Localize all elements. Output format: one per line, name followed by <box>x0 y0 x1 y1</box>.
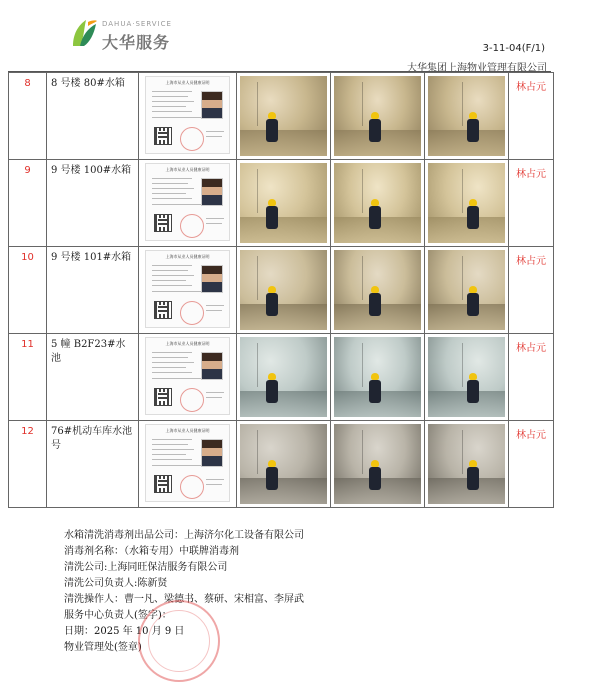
cleaning-operators: 清洗操作人：曹一凡、梁德书、蔡研、宋相富、李屏武 <box>64 594 304 605</box>
row-number: 8 <box>9 73 47 160</box>
cleaning-photo <box>425 421 509 508</box>
company-name: 大华集团上海物业管理有限公司 <box>407 63 547 74</box>
photo-image <box>240 76 327 156</box>
logo-chinese-text: 大华服务 <box>102 33 171 52</box>
certificate-title: 上海市从业人员健康证明 <box>165 254 210 259</box>
tank-location: 9 号楼 100#水箱 <box>47 160 139 247</box>
date: 日期：2025 年 10 月 9 日 <box>64 626 185 637</box>
certificate-card <box>145 424 230 502</box>
table-row <box>9 73 554 160</box>
photo-image <box>240 250 327 330</box>
supervisor-signature: 林占元 <box>509 73 554 160</box>
supervisor-signature: 林占元 <box>509 334 554 421</box>
worker-figure <box>467 286 479 316</box>
tank-location: 9 号楼 101#水箱 <box>47 247 139 334</box>
certificate-card <box>145 163 230 241</box>
cleaning-photo <box>425 247 509 334</box>
tank-location: 76#机动车库水池号 <box>47 421 139 508</box>
leaf-logo-icon <box>70 18 98 48</box>
photo-image <box>240 163 327 243</box>
worker-figure <box>467 460 479 490</box>
worker-figure <box>369 199 381 229</box>
qr-code-icon <box>154 388 172 406</box>
row-number: 9 <box>9 160 47 247</box>
table-row <box>9 160 554 247</box>
official-seal-stamp <box>138 600 220 682</box>
worker-figure <box>467 373 479 403</box>
health-certificate-image <box>139 160 237 247</box>
tank-location: 5 幢 B2F23#水池 <box>47 334 139 421</box>
worker-figure <box>369 460 381 490</box>
worker-figure <box>467 112 479 142</box>
table-row <box>9 421 554 508</box>
document-number: 3-11-04(F/1) <box>482 43 545 54</box>
supervisor-signature: 林占元 <box>509 160 554 247</box>
certificate-seal <box>180 127 204 151</box>
cleaning-photo <box>237 421 331 508</box>
disinfectant-name: 消毒剂名称：（水箱专用）中联牌消毒剂 <box>64 546 239 557</box>
cleaning-photo <box>237 160 331 247</box>
cleaning-photo <box>425 334 509 421</box>
qr-code-icon <box>154 301 172 319</box>
certificate-seal <box>180 388 204 412</box>
photo-image <box>334 424 421 504</box>
certificate-title: 上海市从业人员健康证明 <box>165 80 210 85</box>
certificate-seal <box>180 475 204 499</box>
cleaning-photo <box>425 160 509 247</box>
service-center-signature: 服务中心负责人(签字)： <box>64 610 172 621</box>
worker-figure <box>266 112 278 142</box>
photo-image <box>428 163 505 243</box>
row-number: 12 <box>9 421 47 508</box>
certificate-title: 上海市从业人员健康证明 <box>165 341 210 346</box>
certificate-seal <box>180 301 204 325</box>
worker-figure <box>369 112 381 142</box>
worker-figure <box>266 460 278 490</box>
table-row <box>9 247 554 334</box>
photo-image <box>240 337 327 417</box>
cleaning-photo <box>237 334 331 421</box>
qr-code-icon <box>154 214 172 232</box>
worker-figure <box>467 199 479 229</box>
portrait-photo <box>201 265 223 293</box>
supervisor-signature: 林占元 <box>509 421 554 508</box>
photo-image <box>334 76 421 156</box>
tank-location: 8 号楼 80#水箱 <box>47 73 139 160</box>
certificate-card <box>145 337 230 415</box>
photo-image <box>334 250 421 330</box>
row-number: 11 <box>9 334 47 421</box>
cleaning-photo <box>331 160 425 247</box>
photo-image <box>240 424 327 504</box>
health-certificate-image <box>139 421 237 508</box>
property-office-seal: 物业管理处(签章) <box>64 642 142 653</box>
photo-image <box>428 424 505 504</box>
cleaning-photo <box>331 73 425 160</box>
portrait-photo <box>201 439 223 467</box>
certificate-title: 上海市从业人员健康证明 <box>165 167 210 172</box>
qr-code-icon <box>154 475 172 493</box>
portrait-photo <box>201 178 223 206</box>
table-row <box>9 334 554 421</box>
cleaning-photo <box>331 334 425 421</box>
health-certificate-image <box>139 247 237 334</box>
cleaning-company-manager: 清洗公司负责人:陈新贤 <box>64 578 168 589</box>
cleaning-photo <box>237 73 331 160</box>
cleaning-record-table <box>8 72 554 508</box>
cleaning-photo <box>331 247 425 334</box>
worker-figure <box>369 286 381 316</box>
certificate-seal <box>180 214 204 238</box>
cleaning-photo <box>237 247 331 334</box>
logo-english-text: DAHUA·SERVICE <box>102 20 172 28</box>
cleaning-company: 清洗公司:上海同旺保洁服务有限公司 <box>64 562 228 573</box>
photo-image <box>428 337 505 417</box>
certificate-title: 上海市从业人员健康证明 <box>165 428 210 433</box>
worker-figure <box>266 199 278 229</box>
cleaning-photo <box>425 73 509 160</box>
health-certificate-image <box>139 334 237 421</box>
photo-image <box>334 337 421 417</box>
cleaning-photo <box>331 421 425 508</box>
photo-image <box>334 163 421 243</box>
worker-figure <box>266 286 278 316</box>
portrait-photo <box>201 352 223 380</box>
supervisor-signature: 林占元 <box>509 247 554 334</box>
worker-figure <box>266 373 278 403</box>
worker-figure <box>369 373 381 403</box>
company-logo <box>70 16 210 58</box>
disinfectant-manufacturer: 水箱清洗消毒剂出品公司：上海济尔化工设备有限公司 <box>64 530 304 541</box>
qr-code-icon <box>154 127 172 145</box>
photo-image <box>428 76 505 156</box>
certificate-card <box>145 76 230 154</box>
portrait-photo <box>201 91 223 119</box>
health-certificate-image <box>139 73 237 160</box>
photo-image <box>428 250 505 330</box>
row-number: 10 <box>9 247 47 334</box>
certificate-card <box>145 250 230 328</box>
